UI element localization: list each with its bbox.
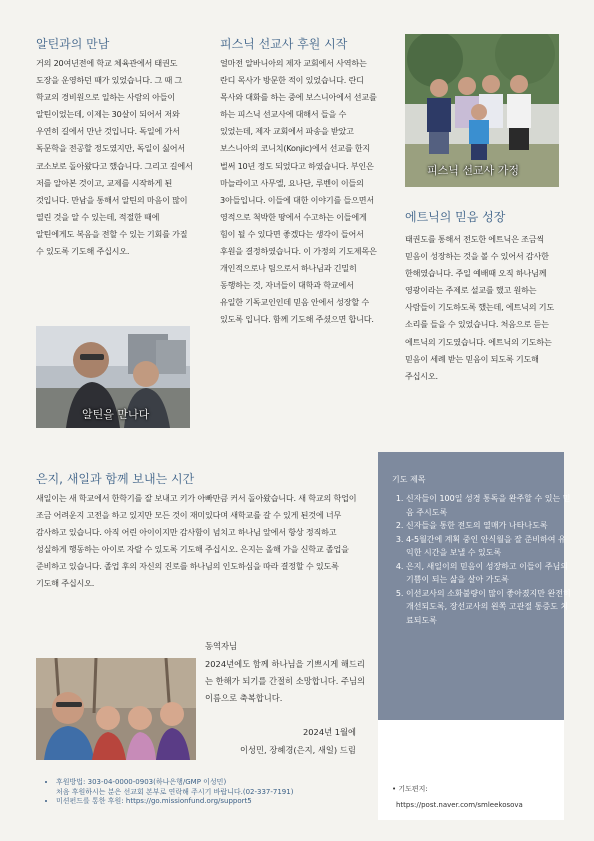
support-first-time-contact: 처음 후원하시는 분은 선교회 본부로 연락해 주시기 바랍니다.(02-337-7191) — [56, 787, 294, 796]
fisnik-photo-caption: 피스닉 선교사 가정 — [427, 164, 520, 177]
etnik-title: 에트닉의 믿음 성장 — [405, 210, 506, 224]
fisnik-body: 얼마전 알바니아의 제자 교회에서 사역하는 란디 목사가 방문한 적이 있었습니다. 란디 목사와 대화를 하는 중에 보스니아에서 선교를 하는 피스닉 선교사에 대해서 들을 수 있었는데, 제자 교회에서 파송을 받았고 보스니아의 코니치(Konjic)에서 선교를 한지 벌써 10년 정도 되었다고 하였습니다. 부인은 마늘라이고 사무엘, 요나단, 루벤이 이들의 3아들입니다. 이들에 대한 이야기를 들으면서 영적으로 척박한 땅에서 수고하는 이들에게 힘이 될 수 있다면 좋겠다는 생각이 들어서 후원을 결정하였습니다. 이 가정의 기도제목은 개인적으로나 팀으로서 하나님과 긴밀히 동행하는 것, 자녀들이 대학과 학교에서 유일한 기독교인인데 믿음 안에서 성장할 수 있도록 입니다. 함께 기도해 주셨으면 합니다. — [220, 58, 377, 325]
etnik-body: 태권도를 통해서 전도한 에트닉은 조금씩 믿음이 성장하는 것을 볼 수 있어서 감사한 한해였습니다. 주일 예배때 오직 하나님께 영광이라는 주제로 설교를 했고 원하는 사람들이 기도하도록 했는데, 에트닉의 기도 소리를 들을 수 있었습니다. 처음으로 듣는 에트닉의 기도였습니다. 에트닉의 기도하는 믿음이 세례 받는 믿음이 되도록 기도해 주십시오. — [405, 234, 554, 381]
prayer-topic-item: 1. 신자들이 100일 성경 통독을 완주할 수 있는 믿음 주시도록 — [406, 492, 572, 519]
prayer-topics-list — [390, 492, 572, 627]
fisnik-family-photo — [405, 34, 559, 187]
altin-body: 거의 20여년전에 학교 체육관에서 태권도 도장을 운영하던 때가 있었습니다. 그 때 그 학교의 경비원으로 일하는 사람의 아들이 알틴이었는데, 이제는 30살이 되어서 저와 우연히 길에서 만난 것입니다. 독일에 가서 독문학을 전공할 정도였지만, 독일이 싫어서 코소보로 돌아왔다고 했습니다. 그리고 길에서 저를 알아본 것이고, 교제를 시작하게 된 것입니다. 만남을 통해서 알틴의 마음이 많이 열린 것을 알 수 있는데, 적절한 때에 알틴에게도 복음을 전할 수 있는 기회를 가질 수 있도록 기도해 주십시오. — [36, 58, 193, 257]
prayer-letter-link[interactable]: https://post.naver.com/smleekosova — [396, 801, 523, 809]
support-info-list — [44, 778, 386, 807]
altin-photo-caption: 알틴을 만나다 — [82, 408, 150, 421]
prayer-letter-label-text: 기도편지: — [398, 785, 428, 793]
fisnik-title: 피스닉 선교사 후원 시작 — [220, 37, 348, 51]
support-account: • 후원방법: 303-04-0000-0903(하나은행/GMP 이성민) — [56, 778, 386, 788]
support-missionfund-link[interactable]: • 미션펀드를 통한 후원: https://go.missionfund.org/support5 — [56, 797, 386, 807]
prayer-topic-item: 3. 4-5월간에 계획 중인 안식월을 잘 준비하여 유익한 시간을 보낼 수 있도록 — [406, 533, 572, 560]
family-body: 새일이는 새 학교에서 한학기를 잘 보내고 키가 아빠만큼 커서 돌아왔습니다. 새 학교의 학업이 조금 어려운지 고전을 하고 있지만 모든 것이 재미있다며 새학교를 갈 수 있게 된것에 너무 감사하고 있습니다. 아직 어린 아이이지만 감사함이 넘치고 하나님 앞에서 항상 정직하고 성실하게 행동하는 아이로 자랄 수 있도록 기도해 주십시오. 은지는 올해 가을 신학교 졸업을 준비하고 있습니다. 졸업 후의 자신의 진로를 하나님의 인도하심을 따라 결정할 수 있도록 기도해 주십시오. — [36, 493, 357, 589]
prayer-topic-item: 4. 은지, 새일이의 믿음이 성장하고 이들이 주님의 기쁨이 되는 삶을 살아 가도록 — [406, 560, 572, 587]
closing-date: 2024년 1월에 — [303, 727, 357, 737]
closing-signature: 이성민, 장혜경(은지, 새일) 드림 — [240, 745, 356, 755]
family-title: 은지, 새일과 함께 보내는 시간 — [36, 472, 195, 486]
prayer-topic-item: 5. 이선교사의 소화불량이 많이 좋아졌지만 완전히 개선되도록, 장선교사의 왼쪽 고관절 통증도 치료되도록 — [406, 587, 572, 628]
prayer-topic-item: 2. 신자들을 통한 전도의 열매가 나타나도록 — [406, 519, 572, 533]
family-photo — [36, 658, 196, 760]
altin-photo — [36, 326, 190, 428]
prayer-letter-label: • 기도편지: — [392, 785, 428, 793]
prayer-topics-title: 기도 제목 — [392, 475, 426, 484]
altin-title: 알틴과의 만남 — [36, 37, 110, 51]
closing-message: 2024년에도 함께 하나님을 기쁘시게 해드리는 한해가 되기를 간절히 소망합니다. 주님의 이름으로 축복합니다. — [205, 659, 366, 703]
prayer-topics-panel — [378, 452, 571, 720]
closing-greeting: 동역자님 — [205, 641, 238, 651]
